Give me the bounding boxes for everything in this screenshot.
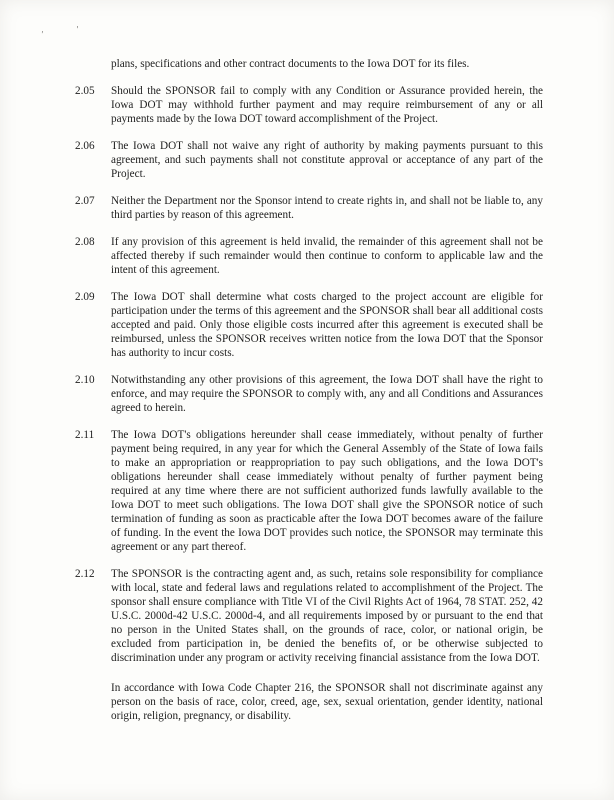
- clause-number: 2.05: [75, 85, 95, 97]
- clause-text: The SPONSOR is the contracting agent and, as such, retains sole responsibility for compliance with local, state and federal laws and regulations related to accomplishment of the Project. The sponsor shall ensure compliance with Title VI of the Civil Rights Act of 1964, 78 STAT. 252, 42 U.S.C. 2000d-42 U.S.C. 2000d-4, and all requirements imposed by or pursuant to the end that no person in the United States shall, on the grounds of race, color, or national origin, be excluded from participation in, be denied the benefits of, or be otherwise subjected to discrimination under any program or activity receiving financial assistance from the Iowa DOT.: [111, 568, 543, 664]
- clause-number: 2.10: [75, 374, 95, 386]
- clause-number: 2.11: [75, 429, 95, 441]
- clause-2-05: [75, 84, 543, 126]
- clause-2-09: [75, 290, 543, 360]
- clause-2-10: [75, 373, 543, 415]
- clause-number: 2.12: [75, 568, 95, 580]
- clause-text: Notwithstanding any other provisions of this agreement, the Iowa DOT shall have the right to enforce, and may require the SPONSOR to comply with, any and all Conditions and Assurances agreed to herein.: [111, 374, 543, 414]
- closing-paragraph: In accordance with Iowa Code Chapter 216, the SPONSOR shall not discriminate against any person on the basis of race, color, creed, age, sex, sexual orientation, gender identity, national origin, religion, pregnancy, or disability.: [111, 682, 543, 722]
- clause-text: The Iowa DOT's obligations hereunder shall cease immediately, without penalty of further payment being required, in any year for which the General Assembly of the State of Iowa fails to make an appropriation or reappropriation to pay such obligations, and the Iowa DOT's obligations hereunder shall cease immediately without penalty of further payment being required at any time where there are not sufficient authorized funds lawfully available to the Iowa DOT to meet such obligations. The Iowa DOT shall give the SPONSOR notice of such termination of funding as soon as practicable after the Iowa DOT becomes aware of the failure of funding. In the event the Iowa DOT provides such notice, the SPONSOR may terminate this agreement or any part thereof.: [111, 429, 543, 553]
- clause-2-12: [75, 567, 543, 665]
- clause-text: Neither the Department nor the Sponsor intend to create rights in, and shall not be liable to, any third parties by reason of this agreement.: [111, 195, 543, 221]
- scan-artifact: ': [40, 28, 44, 40]
- clause-text: If any provision of this agreement is held invalid, the remainder of this agreement shall not be affected thereby if such remainder would then continue to conform to applicable law and the intent of this agreement.: [111, 236, 543, 276]
- clause-number: 2.07: [75, 195, 95, 207]
- clause-number: 2.09: [75, 291, 95, 303]
- scan-artifact: ': [76, 23, 80, 35]
- clause-number: 2.08: [75, 236, 95, 248]
- clause-2-08: [75, 235, 543, 277]
- clause-text: The Iowa DOT shall not waive any right of authority by making payments pursuant to this agreement, and such payments shall not constitute approval or acceptance of any part of the Project.: [111, 140, 543, 180]
- clause-2-07: [75, 194, 543, 222]
- clause-2-06: [75, 139, 543, 181]
- document-body: [75, 57, 543, 736]
- clause-number: 2.06: [75, 140, 95, 152]
- clause-text: Should the SPONSOR fail to comply with any Condition or Assurance provided herein, the Iowa DOT may withhold further payment and may require reimbursement of any or all payments made by the Iowa DOT toward accomplishment of the Project.: [111, 85, 543, 125]
- clause-text: The Iowa DOT shall determine what costs charged to the project account are eligible for participation under the terms of this agreement and the SPONSOR shall bear all additional costs accepted and paid. Only those eligible costs incurred after this agreement is executed shall be reimbursed, unless the SPONSOR receives written notice from the Iowa DOT that the Sponsor has authority to incur costs.: [111, 291, 543, 359]
- clause-2-11: [75, 428, 543, 554]
- intro-line: plans, specifications and other contract documents to the Iowa DOT for its files.: [111, 58, 470, 70]
